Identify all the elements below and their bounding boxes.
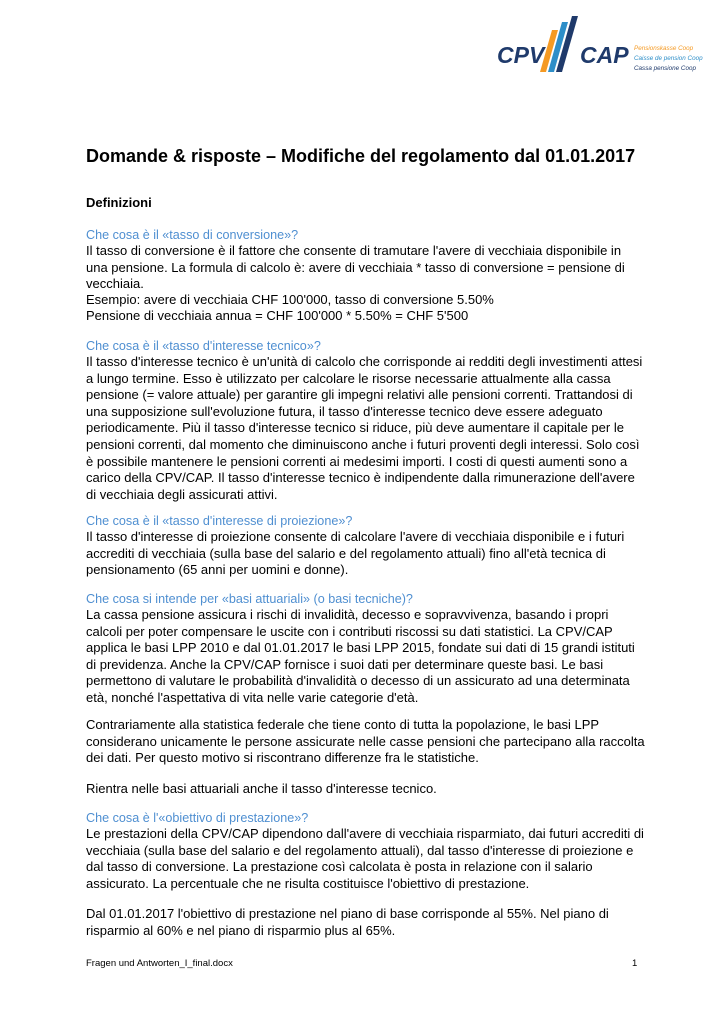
company-logo xyxy=(494,16,706,74)
answer-paragraph: Contrariamente alla statistica federale che tiene conto di tutta la popolazione, le basi LPP considerano unicamente le persone assicurate nelle casse pensioni che partecipano alla raccolta dei dati. Per questo motivo si riscontrano differenze fra le statistiche. xyxy=(86,717,645,766)
question-heading: Che cosa è l'«obiettivo di prestazione»? xyxy=(86,811,309,825)
footer-filename: Fragen und Antworten_I_final.docx xyxy=(86,958,233,969)
logo-subtitle-it: Cassa pensione Coop xyxy=(634,65,696,72)
answer-paragraph: Dal 01.01.2017 l'obiettivo di prestazione nel piano di base corrisponde al 55%. Nel piano di risparmio al 60% e nel piano di risparmio plus al 65%. xyxy=(86,906,609,938)
answer-paragraph: Esempio: avere di vecchiaia CHF 100'000, tasso di conversione 5.50% xyxy=(86,292,494,307)
answer-paragraph: La cassa pensione assicura i rischi di invalidità, decesso e sopravvivenza, basando i propri calcoli per poter compensare le uscite con i contributi riscossi su dati statistici. La CPV/CAP applica le basi LPP 2010 e dal 01.01.2017 le basi LPP 2015, fondate sui dati di 15 grandi istituti di previdenza. Anche la CPV/CAP fornisce i suoi dati per determinare queste basi. Le basi permettono di valutare le probabilità d'invalidità o decesso di un assicurato ad una determinata età, nonché l'aspettativa di vita nelle varie categorie d'età. xyxy=(86,607,635,705)
answer-paragraph: Le prestazioni della CPV/CAP dipendono dall'avere di vecchiaia risparmiato, dai futuri accrediti di vecchiaia (sulla base del salario e del regolamento attuali), dal tasso d'interesse di proiezione e dal tasso di conversione. La prestazione così calcolata è posta in relazione con il salario assicurato. La percentuale che ne risulta costituisce l'obiettivo di prestazione. xyxy=(86,826,644,891)
question-heading: Che cosa si intende per «basi attuariali» (o basi tecniche)? xyxy=(86,592,413,606)
document-title: Domande & risposte – Modifiche del regolamento dal 01.01.2017 xyxy=(86,146,636,166)
question-heading: Che cosa è il «tasso d'interesse tecnico»? xyxy=(86,339,321,353)
answer-paragraph: Il tasso di conversione è il fattore che consente di tramutare l'avere di vecchiaia disponibile in una pensione. La formula di calcolo è: avere di vecchiaia * tasso di conversione = pensione di vecchiaia. xyxy=(86,243,625,292)
logo-left-text: CPV xyxy=(497,42,545,68)
logo-subtitle-fr: Caisse de pension Coop xyxy=(634,55,703,62)
answer-paragraph: Rientra nelle basi attuariali anche il tasso d'interesse tecnico. xyxy=(86,781,437,796)
page-number: 1 xyxy=(632,958,638,969)
answer-paragraph: Pensione di vecchiaia annua = CHF 100'000 * 5.50% = CHF 5'500 xyxy=(86,308,469,323)
question-heading: Che cosa è il «tasso di conversione»? xyxy=(86,228,299,242)
logo-right-text: CAP xyxy=(580,42,629,68)
answer-paragraph: Il tasso d'interesse di proiezione consente di calcolare l'avere di vecchiaia disponibile e i futuri accrediti di vecchiaia (sulla base del salario e del regolamento attuali) fino all'età tecnica di pensionamento (65 anni per uomini e donne). xyxy=(86,529,625,578)
question-heading: Che cosa è il «tasso d'interesse di proiezione»? xyxy=(86,514,353,528)
section-heading: Definizioni xyxy=(86,195,152,210)
logo-stripes-icon xyxy=(536,16,580,72)
answer-paragraph: Il tasso d'interesse tecnico è un'unità di calcolo che corrisponde ai redditi degli investimenti attesi a lungo termine. Esso è utilizzato per calcolare le risorse necessarie attualmente alla cassa pensione (= valore attuale) per garantire gli impegni relativi alle pensioni correnti. Trattandosi di una supposizione sull'evoluzione futura, il tasso d'interesse tecnico deve essere adeguato periodicamente. Più il tasso d'interesse tecnico si riduce, più deve aumentare il capitale per le pensioni correnti, dal momento che diminuiscono anche i futuri proventi degli interessi. Solo così è possibile mantenere le pensioni correnti ai medesimi importi. I costi di questi aumenti sono a carico della CPV/CAP. Il tasso d'interesse tecnico è indipendente dalla rimunerazione dell'avere di vecchiaia degli assicurati attivi. xyxy=(86,354,643,502)
logo-subtitle-de: Pensionskasse Coop xyxy=(634,45,694,52)
